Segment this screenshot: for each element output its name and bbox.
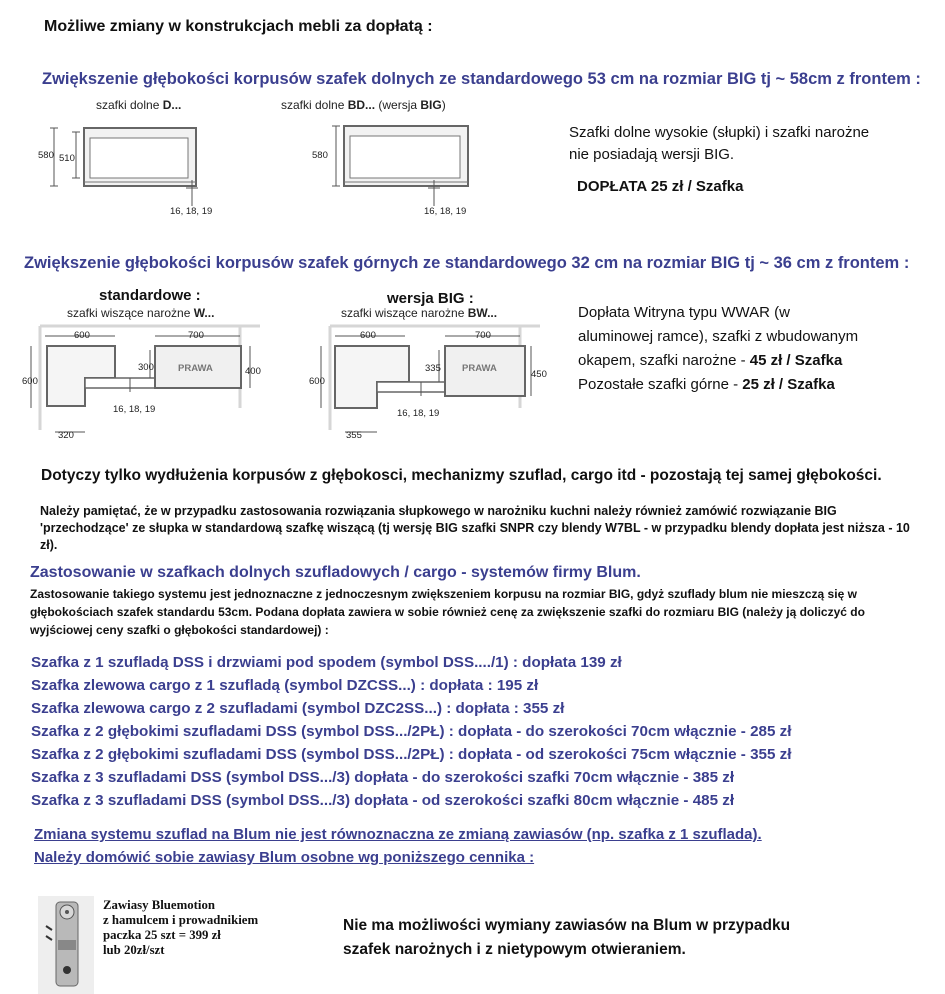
upper-corner-standard-drawing: [15, 320, 280, 445]
dim-355-big: 355: [346, 430, 362, 441]
dim-400-std: 400: [245, 366, 261, 377]
section1-price: DOPŁATA 25 zł / Szafka: [577, 178, 744, 195]
price-line-1: Szafka z 1 szufladą DSS i drzwiami pod spodem (symbol DSS..../1) : dopłata 139 zł: [31, 654, 622, 671]
lower-cabinet-big-drawing: [300, 118, 480, 218]
blum-description: Zastosowanie takiego systemu jest jednoznaczne z jednoczesnym zwiększeniem korpusu na rozmiar BIG, gdyż szuflady blum nie mieszczą się w głębokościach szafek standardu 53cm. Podana dopłata zawiera w sobie również cenę za zwiększenie szafki do rozmiaru BIG (należy ją doliczyć do wyjściowej ceny szafki o głębokości standardowej) :: [30, 587, 865, 637]
lower-cabinet-standard-drawing: [30, 118, 213, 218]
upper-big-label: wersja BIG :: [387, 290, 474, 307]
upper-standard-label: standardowe :: [99, 287, 201, 304]
section2-note: Dopłata Witryna typu WWAR (w aluminowej ramce), szafki z wbudowanym okapem, szafki narożne - 45 zł / Szafka Pozostałe szafki górne - 25 zł / Szafka: [578, 304, 859, 393]
dim-legs-right: 16, 18, 19: [424, 206, 467, 217]
lower-standard-caption: szafki dolne D...: [96, 98, 182, 112]
hinges-no-change-note: Nie ma możliwości wymiany zawiasów na Blum w przypadku szafek narożnych i z nietypowym otwieraniem.: [343, 917, 791, 958]
dim-510: 510: [59, 153, 75, 164]
dim-600-left-big: 600: [309, 376, 325, 387]
dim-700-top-big: 700: [475, 330, 491, 341]
dim-legs-big: 16, 18, 19: [397, 408, 440, 419]
dim-580-right: 580: [312, 150, 328, 161]
section1-note: Szafki dolne wysokie (słupki) i szafki narożne nie posiadają wersji BIG.: [569, 124, 870, 163]
dim-300-std: 300: [138, 362, 154, 373]
blum-title: Zastosowanie w szafkach dolnych szufladowych / cargo - systemów firmy Blum.: [30, 564, 641, 581]
dim-600-top-big: 600: [360, 330, 376, 341]
price-line-7: Szafka z 3 szufladami DSS (symbol DSS.../3) dopłata - od szerokości szafki 80cm włącznie - 485 zł: [31, 792, 735, 809]
hinge-product-text: Zawiasy Bluemotion z hamulcem i prowadnikiem paczka 25 szt = 399 zł lub 20zł/szt: [103, 898, 259, 957]
upper-big-caption: szafki wiszące narożne BW...: [341, 306, 498, 320]
price-line-3: Szafka zlewowa cargo z 2 szufladami (symbol DZC2SS...) : dopłata : 355 zł: [31, 700, 565, 717]
upper-corner-big-drawing: [305, 320, 555, 445]
hinge-photo: [38, 896, 94, 994]
section1-title: Zwiększenie głębokości korpusów szafek dolnych ze standardowego 53 cm na rozmiar BIG tj ~ 58cm z frontem :: [42, 70, 921, 88]
dim-legs-std: 16, 18, 19: [113, 404, 156, 415]
dim-600-left-std: 600: [22, 376, 38, 387]
dim-600-top-std: 600: [74, 330, 90, 341]
corner-note: Należy pamiętać, że w przypadku zastosowania rozwiązania słupkowego w narożniku kuchni należy również zamówić rozwiązanie BIG 'przechodzące' ze słupka w standardową szafkę wiszącą (tj wersję BIG szafki SNPR czy blendy W7BL - w przypadku blendy dopłata jest niższa - 10 zł).: [40, 504, 910, 552]
panel-prawa-big: PRAWA: [462, 363, 497, 374]
dim-320-std: 320: [58, 430, 74, 441]
price-line-2: Szafka zlewowa cargo z 1 szufladą (symbol DZCSS...) : dopłata : 195 zł: [31, 677, 539, 694]
dim-450-big: 450: [531, 369, 547, 380]
dim-580-left: 580: [38, 150, 54, 161]
price-line-4: Szafka z 2 głębokimi szufladami DSS (symbol DSS.../2PŁ) : dopłata - do szerokości 70cm włącznie - 285 zł: [31, 723, 792, 740]
dim-700-top-std: 700: [188, 330, 204, 341]
lower-big-caption: szafki dolne BD... (wersja BIG): [281, 98, 446, 112]
section2-title: Zwiększenie głębokości korpusów szafek górnych ze standardowego 32 cm na rozmiar BIG tj ~ 36 cm z frontem :: [24, 254, 910, 272]
dim-335-big: 335: [425, 363, 441, 374]
hinges-warning-line2: Należy domówić sobie zawiasy Blum osobne wg poniższego cennika :: [34, 849, 535, 866]
hinges-warning-line1: Zmiana systemu szuflad na Blum nie jest równoznaczna ze zmianą zawiasów (np. szafka z 1 szuflada).: [34, 826, 762, 843]
upper-standard-caption: szafki wiszące narożne W...: [67, 306, 215, 320]
depth-note: Dotyczy tylko wydłużenia korpusów z głębokosci, mechanizmy szuflad, cargo itd - pozostają tej samej głębokości.: [41, 467, 882, 484]
price-line-5: Szafka z 2 głębokimi szufladami DSS (symbol DSS.../2PŁ) : dopłata - od szerokości 75cm włącznie - 355 zł: [31, 746, 792, 763]
price-line-6: Szafka z 3 szufladami DSS (symbol DSS.../3) dopłata - do szerokości szafki 70cm włącznie - 385 zł: [31, 769, 735, 786]
page-title: Możliwe zmiany w konstrukcjach mebli za dopłatą :: [44, 18, 433, 35]
dim-legs-left: 16, 18, 19: [170, 206, 213, 217]
panel-prawa-std: PRAWA: [178, 363, 213, 374]
